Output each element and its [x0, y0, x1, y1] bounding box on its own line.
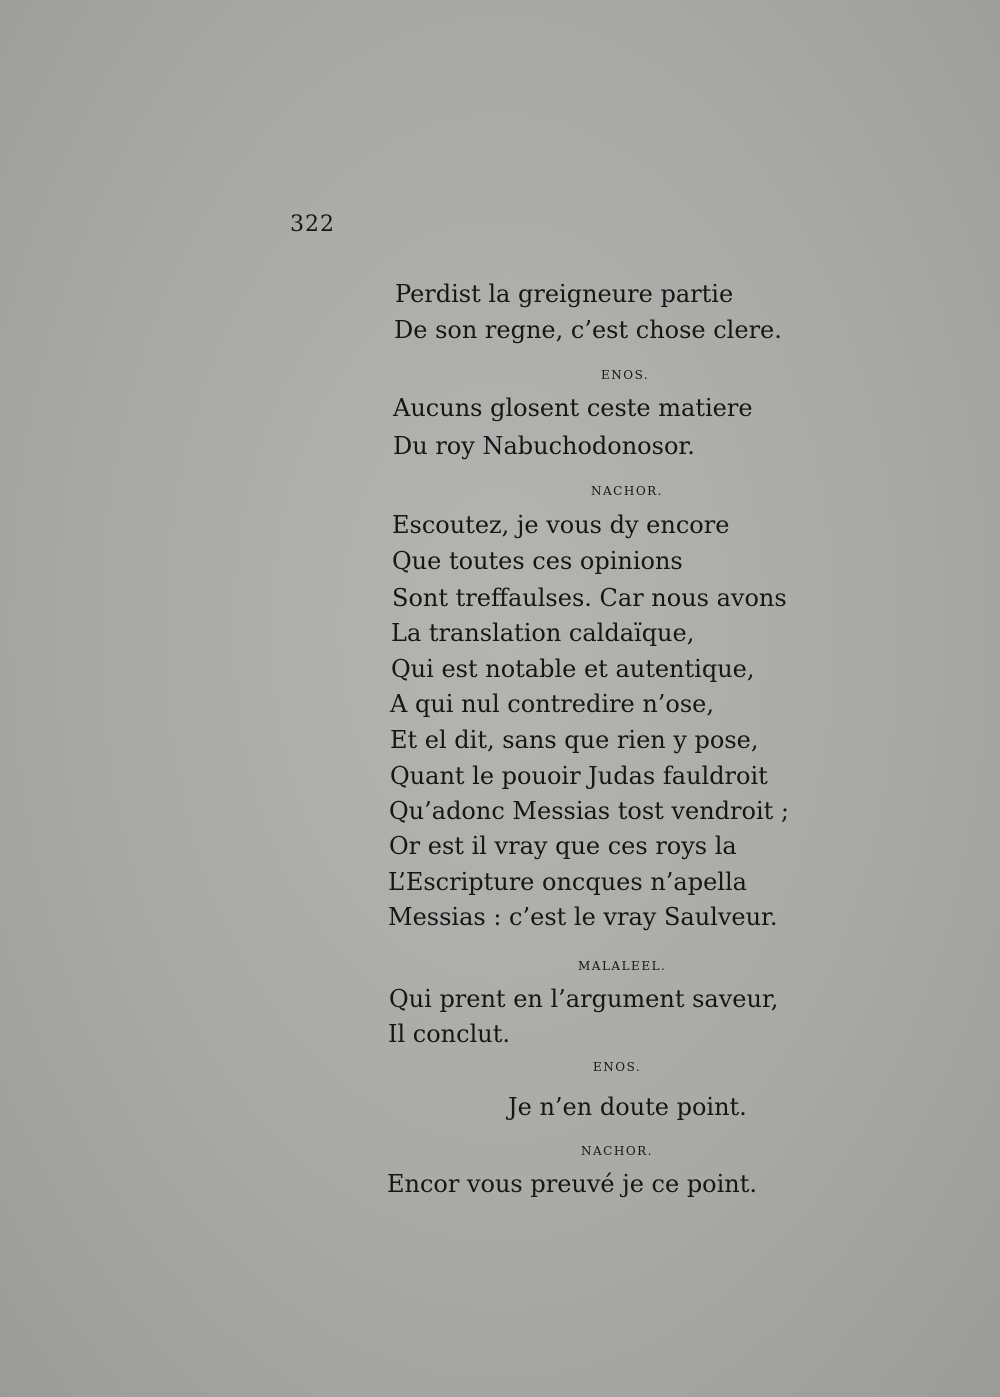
speaker-name: NACHOR.: [581, 1144, 653, 1158]
verse-line: Escoutez, je vous dy encore: [392, 511, 730, 539]
verse-line: Qui prent en l’argument saveur,: [389, 985, 779, 1013]
speaker-name: MALALEEL.: [578, 959, 667, 973]
verse-line: Et el dit, sans que rien y pose,: [390, 726, 759, 754]
verse-line: Que toutes ces opinions: [392, 547, 683, 575]
verse-line: Perdist la greigneure partie: [395, 280, 734, 308]
page-number: 322: [290, 212, 335, 237]
verse-line: Quant le pouoir Judas fauldroit: [390, 762, 768, 790]
speaker-name: NACHOR.: [591, 484, 663, 498]
verse-line: Du roy Nabuchodonosor.: [393, 432, 695, 460]
speaker-name: ENOS.: [593, 1060, 642, 1074]
verse-line: Sont treffaulses. Car nous avons: [392, 584, 787, 612]
verse-line: Encor vous preuvé je ce point.: [387, 1170, 758, 1198]
verse-line: A qui nul contredire n’ose,: [390, 690, 714, 718]
verse-line: Il conclut.: [388, 1020, 510, 1048]
verse-line: L’Escripture oncques n’apella: [388, 868, 747, 896]
verse-line: De son regne, c’est chose clere.: [394, 316, 782, 344]
verse-line: Qu’adonc Messias tost vendroit ;: [389, 797, 789, 825]
verse-line: Qui est notable et autentique,: [391, 655, 755, 683]
verse-line: Messias : c’est le vray Saulveur.: [388, 903, 778, 931]
verse-line: Je n’en doute point.: [508, 1093, 747, 1121]
speaker-name: ENOS.: [601, 368, 650, 382]
verse-line: Aucuns glosent ceste matiere: [393, 394, 753, 422]
verse-line: Or est il vray que ces roys la: [389, 832, 737, 860]
verse-line: La translation caldaïque,: [391, 619, 695, 647]
